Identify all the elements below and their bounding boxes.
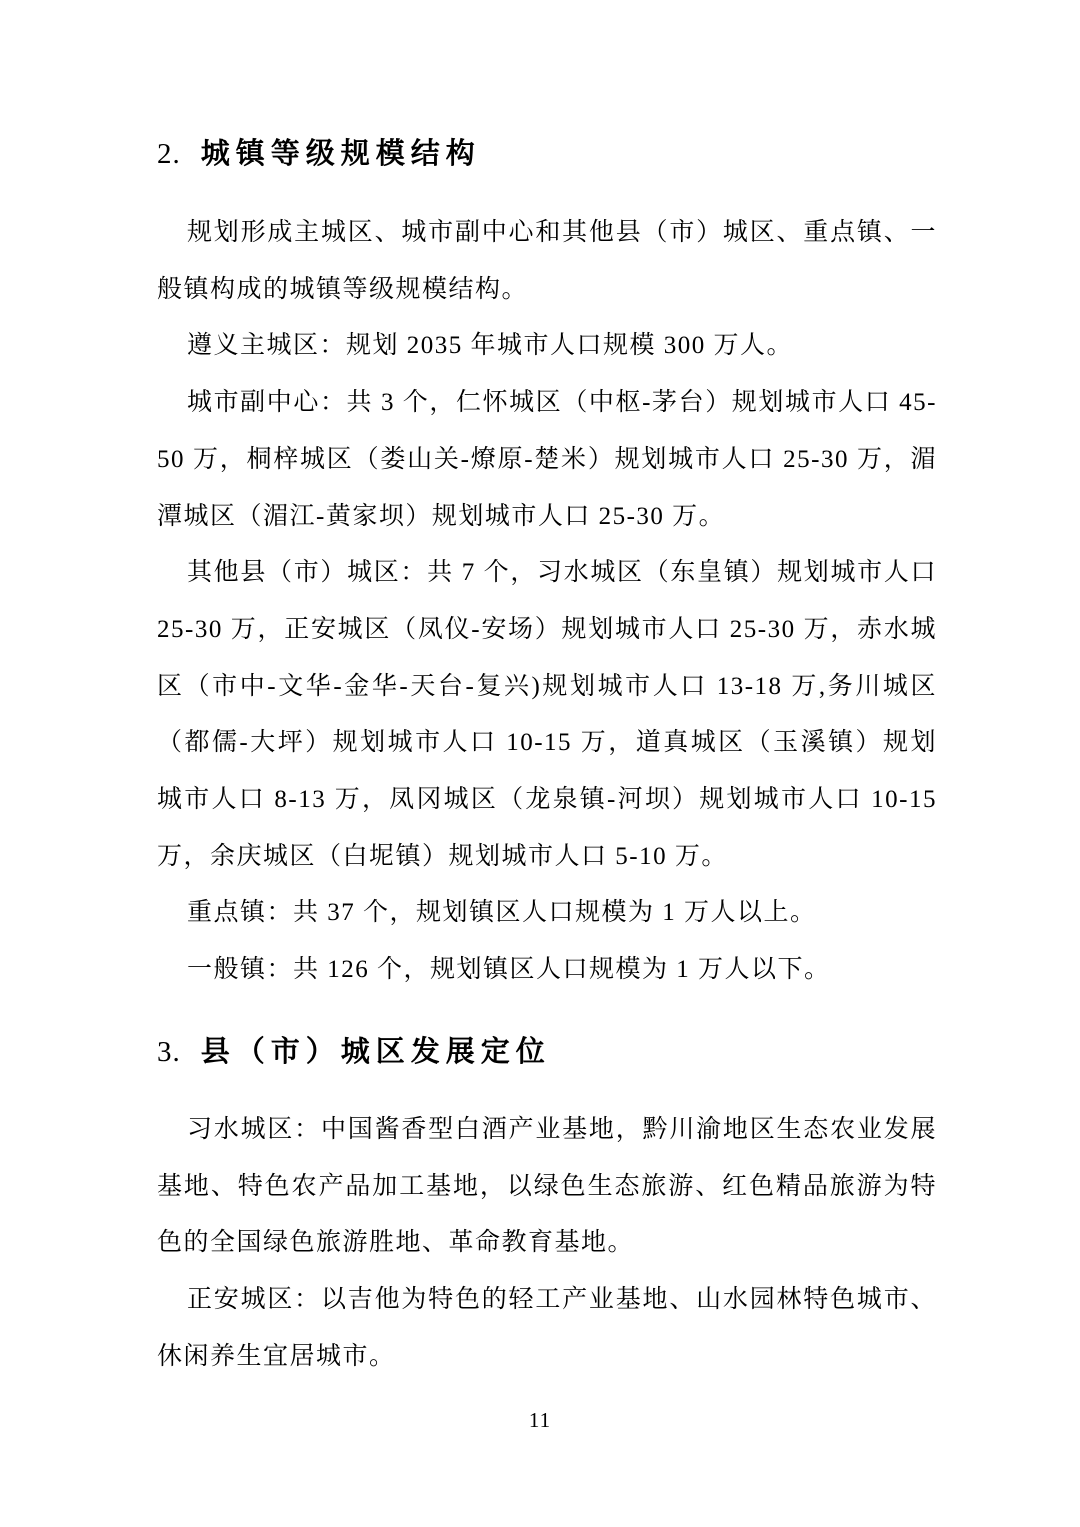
section-heading-2-number: 2. bbox=[157, 138, 181, 170]
paragraph-zunyi-main-city: 遵义主城区：规划 2035 年城市人口规模 300 万人。 bbox=[187, 332, 794, 360]
paragraph-other-county-cities: 其他县（市）城区：共 7 个，习水城区（东皇镇）规划城市人口 25-30 万，正安城区（凤仪-安场）规划城市人口 25-30 万，赤水城区（市中-文华-金华-天台-复兴)规划城市人口 13-18 万,务川城区（都儒-大坪）规划城市人口 10-15 万，道真城区（玉溪镇）规划城市人口 8-13 万，凤冈城区（龙泉镇-河坝）规划城市人口 10-15 万，余庆城区（白坭镇）规划城市人口 5-10 万。 bbox=[157, 559, 937, 870]
paragraph-general-towns: 一般镇：共 126 个，规划镇区人口规模为 1 万人以下。 bbox=[187, 956, 831, 984]
section-heading-3-title: 县（市）城区发展定位 bbox=[200, 1035, 551, 1068]
section-heading-3-number: 3. bbox=[157, 1035, 181, 1068]
section-heading-3 bbox=[157, 1024, 937, 1085]
section-heading-2 bbox=[157, 126, 937, 187]
paragraph-key-towns: 重点镇：共 37 个，规划镇区人口规模为 1 万人以上。 bbox=[187, 899, 817, 927]
paragraph-xishui-positioning: 习水城区：中国酱香型白酒产业基地，黔川渝地区生态农业发展基地、特色农产品加工基地，以绿色生态旅游、红色精品旅游为特色的全国绿色旅游胜地、革命教育基地。 bbox=[157, 1115, 937, 1257]
paragraph-overview: 规划形成主城区、城市副中心和其他县（市）城区、重点镇、一般镇构成的城镇等级规模结构。 bbox=[157, 219, 937, 303]
page-number: 11 bbox=[528, 1408, 552, 1432]
section-heading-2-title: 城镇等级规模结构 bbox=[200, 138, 481, 170]
paragraph-sub-centers: 城市副中心：共 3 个，仁怀城区（中枢-茅台）规划城市人口 45-50 万，桐梓城区（娄山关-燎原-楚米）规划城市人口 25-30 万，湄潭城区（湄江-黄家坝）规划城市人口 25-30 万。 bbox=[157, 389, 937, 530]
paragraph-zhengan-positioning: 正安城区：以吉他为特色的轻工产业基地、山水园林特色城市、休闲养生宜居城市。 bbox=[157, 1285, 937, 1370]
page-content bbox=[157, 0, 937, 1385]
